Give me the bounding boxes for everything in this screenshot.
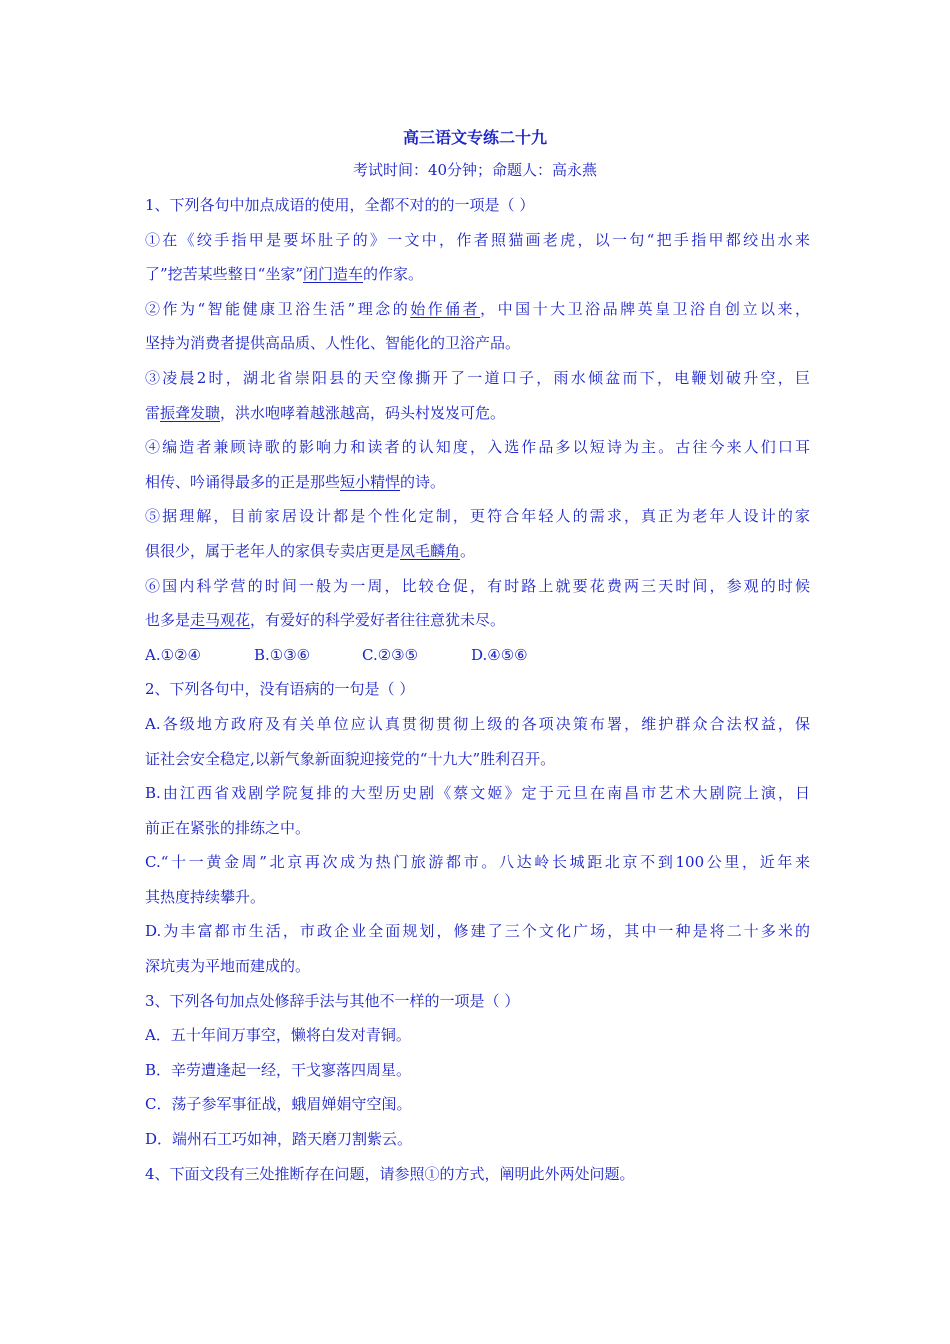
q1-s5-line2 xyxy=(145,534,810,569)
q3-stem: 3、下列各句加点处修辞手法与其他不一样的一项是（ ） xyxy=(145,991,520,1010)
q1-s5-idiom: 凤毛麟角 xyxy=(400,541,461,560)
q1-s6-text: 也多是 xyxy=(145,611,191,630)
q1-s3-text-end: ，洪水咆哮着越涨越高，码头村岌岌可危。 xyxy=(220,403,506,422)
q1-s2-text-end: ，中国十大卫浴品牌英皇卫浴自创立以来， xyxy=(480,299,810,318)
q2-option-c-line1: C.“十一黄金周”北京再次成为热门旅游都市。八达岭长城距北京不到100公里，近年来 xyxy=(145,853,810,872)
q2-option-a-line2: 证社会安全稳定,以新气象新面貌迎接党的“十九大”胜利召开。 xyxy=(145,749,556,768)
q1-s1-line2 xyxy=(145,257,810,292)
q3-option-a: A．五十年间万事空，懒将白发对青铜。 xyxy=(145,1026,411,1045)
q1-s5-line1: ⑤据理解，目前家居设计都是个性化定制，更符合年轻人的需求，真正为老年人设计的家 xyxy=(145,507,810,526)
q1-s3-line1: ③凌晨2时，湖北省崇阳县的天空像撕开了一道口子，雨水倾盆而下，电鞭划破升空，巨 xyxy=(145,368,810,387)
q1-options xyxy=(145,638,810,673)
q2-option-b-line1: B.由江西省戏剧学院复排的大型历史剧《蔡文姬》定于元旦在南昌市艺术大剧院上演，日 xyxy=(145,784,810,803)
q3-option-c: C．荡子参军事征战，蛾眉婵娟守空闺。 xyxy=(145,1095,412,1114)
q1-s6-line2 xyxy=(145,603,810,638)
q1-s4-text-end: 的诗。 xyxy=(400,472,446,491)
q1-s1-text: 了”挖苦某些整日“坐家” xyxy=(145,265,304,284)
page-title: 高三语文专练二十九 xyxy=(402,128,547,147)
q1-stem: 1、下列各句中加点成语的使用，全都不对的的一项是（ ） xyxy=(145,196,535,214)
q2-option-d-line1: D.为丰富都市生活，市政企业全面规划，修建了三个文化广场，其中一种是将二十多米的 xyxy=(145,922,810,941)
q1-s1-text-end: 的作家。 xyxy=(363,265,424,284)
q2-option-b-line2: 前正在紧张的排练之中。 xyxy=(145,818,311,837)
q1-s2-line1 xyxy=(145,292,810,327)
q1-s4-line2 xyxy=(145,465,810,500)
q1-s3-text: 雷 xyxy=(145,403,161,422)
q1-s1-line1: ①在《绞手指甲是要坏肚子的》一文中，作者照猫画老虎，以一句“把手指甲都绞出水来 xyxy=(145,230,810,249)
q4-stem: 4、下面文段有三处推断存在问题，请参照①的方式，阐明此外两处问题。 xyxy=(145,1164,635,1183)
q1-s6-line1: ⑥国内科学营的时间一般为一周，比较仓促，有时路上就要花费两三天时间，参观的时候 xyxy=(145,576,810,595)
q1-s1-idiom: 闭门造车 xyxy=(303,265,364,284)
q1-s4-text: 相传、吟诵得最多的正是那些 xyxy=(145,472,341,491)
q3-option-d: D．端州石工巧如神，踏天磨刀割紫云。 xyxy=(145,1130,413,1149)
page-subtitle: 考试时间：40分钟；命题人：高永燕 xyxy=(352,161,598,179)
document-body xyxy=(145,188,810,1191)
q1-s2-line2: 坚持为消费者提供高品质、人性化、智能化的卫浴产品。 xyxy=(145,334,521,353)
q1-option-b: B.①③⑥ xyxy=(254,645,311,664)
q1-s2-idiom: 始作俑者 xyxy=(410,299,481,318)
q1-option-a: A.①②④ xyxy=(145,645,201,664)
q1-s4-line1: ④编造者兼顾诗歌的影响力和读者的认知度，入选作品多以短诗为主。古往今来人们口耳 xyxy=(145,438,810,457)
q1-option-c: C.②③⑤ xyxy=(362,645,419,664)
q1-s2-text: ②作为“智能健康卫浴生活”理念的 xyxy=(145,299,411,318)
q1-s3-idiom: 振聋发聩 xyxy=(160,403,221,422)
q1-s5-text-end: 。 xyxy=(460,541,476,560)
q1-s5-text: 俱很少，属于老年人的家俱专卖店更是 xyxy=(145,541,401,560)
q2-option-c-line2: 其热度持续攀升。 xyxy=(145,887,266,906)
q2-stem: 2、下列各句中，没有语病的一句是（ ） xyxy=(145,680,415,699)
q1-s6-text-end: ，有爱好的科学爱好者往往意犹未尽。 xyxy=(250,611,506,630)
q3-option-b: B．辛劳遭逢起一经，干戈寥落四周星。 xyxy=(145,1060,412,1079)
q1-s6-idiom: 走马观花 xyxy=(190,611,251,630)
q2-option-a-line1: A.各级地方政府及有关单位应认真贯彻贯彻上级的各项决策布署，维护群众合法权益，保 xyxy=(145,714,810,733)
q1-s3-line2 xyxy=(145,396,810,431)
q1-s4-idiom: 短小精悍 xyxy=(340,472,401,491)
q1-option-d: D.④⑤⑥ xyxy=(471,645,528,664)
q2-option-d-line2: 深坑夷为平地而建成的。 xyxy=(145,957,311,976)
